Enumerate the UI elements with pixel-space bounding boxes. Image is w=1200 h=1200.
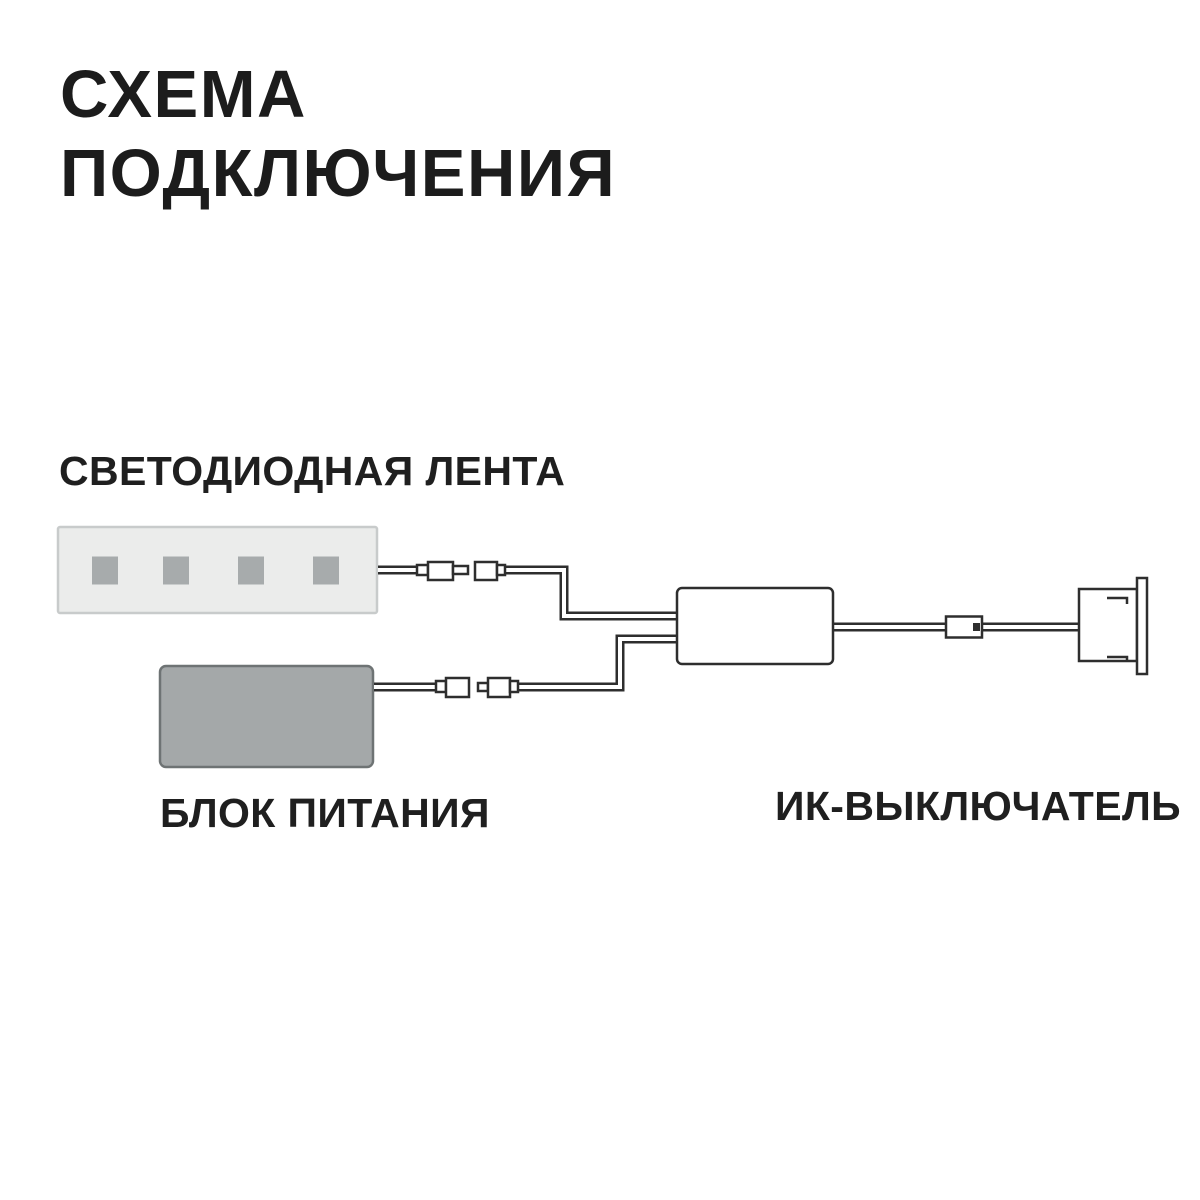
led-chip xyxy=(92,557,118,585)
connector-body xyxy=(428,562,453,580)
psu-to-controller-wire xyxy=(516,639,680,687)
ir-switch-label: ИК-ВЫКЛЮЧАТЕЛЬ xyxy=(775,783,1182,829)
connector-body xyxy=(446,678,469,697)
ir-switch-faceplate xyxy=(1137,578,1147,674)
connector-pin xyxy=(478,683,488,691)
ir-switch-body xyxy=(1079,589,1137,661)
page-title-line1: СХЕМА xyxy=(60,57,307,132)
connector-collar xyxy=(497,565,505,575)
connector-collar xyxy=(417,565,428,575)
connector-body xyxy=(488,678,510,697)
power-supply-body xyxy=(160,666,373,767)
strip-to-controller-wire xyxy=(503,570,680,616)
inline-connector xyxy=(946,617,982,638)
connector-body xyxy=(475,562,497,580)
page-title-line2: ПОДКЛЮЧЕНИЯ xyxy=(60,136,617,211)
led-strip-label: СВЕТОДИОДНАЯ ЛЕНТА xyxy=(59,448,566,494)
connector-collar xyxy=(436,681,446,692)
led-chip xyxy=(163,557,189,585)
connector-pin xyxy=(453,566,468,574)
psu-connector-male xyxy=(478,678,518,697)
strip-connector-male xyxy=(417,562,468,580)
inline-connector-latch xyxy=(973,623,980,631)
power-supply xyxy=(160,666,373,767)
led-chip xyxy=(238,557,264,585)
strip-connector-female xyxy=(475,562,505,580)
diagram-linework xyxy=(374,562,1147,697)
controller-box xyxy=(677,588,833,664)
ir-switch xyxy=(1079,578,1147,674)
power-supply-label: БЛОК ПИТАНИЯ xyxy=(160,790,490,836)
led-chip xyxy=(313,557,339,585)
connector-collar xyxy=(510,681,518,692)
led-strip xyxy=(58,527,377,613)
psu-connector-female xyxy=(436,678,469,697)
